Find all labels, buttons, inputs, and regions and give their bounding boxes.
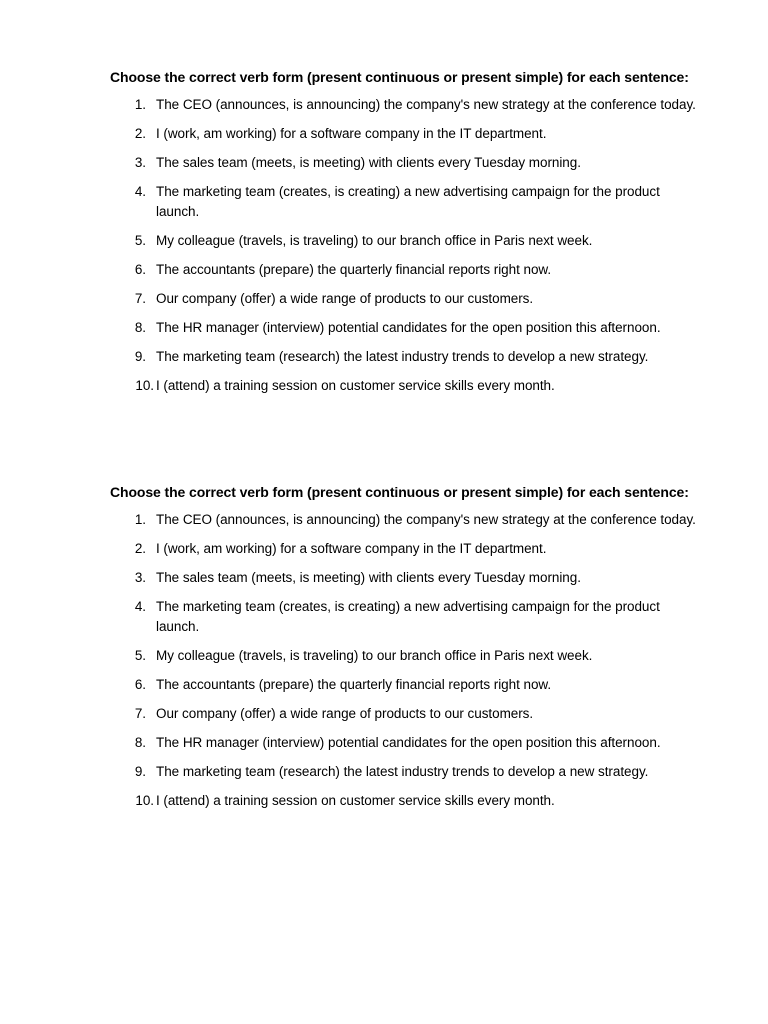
item-text: The CEO (announces, is announcing) the company's new strategy at the conference today. — [156, 97, 696, 112]
list-item — [110, 510, 701, 530]
item-number: 9. — [134, 763, 146, 779]
list-item — [110, 260, 701, 280]
item-number: 1. — [134, 97, 146, 112]
item-number: 4. — [134, 184, 146, 199]
item-number: 6. — [134, 676, 146, 692]
item-number: 9. — [134, 348, 146, 364]
list-item — [110, 646, 701, 666]
item-number: 10. — [135, 792, 154, 808]
list-item — [110, 318, 716, 338]
item-text: The marketing team (creates, is creating) a new advertising campaign for the product launch. — [156, 599, 660, 634]
item-number: 2. — [134, 541, 146, 556]
item-text: The sales team (meets, is meeting) with clients every Tuesday morning. — [156, 570, 581, 585]
item-text: I (work, am working) for a software company in the IT department. — [156, 541, 547, 556]
list-item — [110, 153, 701, 173]
exercise-section-2 — [110, 483, 710, 820]
item-text: The CEO (announces, is announcing) the company's new strategy at the conference today. — [156, 512, 696, 527]
list-item — [110, 347, 716, 367]
item-text: I (work, am working) for a software company in the IT department. — [156, 126, 547, 141]
list-item — [110, 791, 716, 811]
item-text: The accountants (prepare) the quarterly financial reports right now. — [156, 676, 552, 692]
item-number: 3. — [134, 570, 146, 585]
list-item — [110, 182, 701, 221]
list-item — [110, 675, 701, 695]
list-item — [110, 597, 701, 636]
list-item — [110, 124, 701, 144]
item-number: 3. — [134, 155, 146, 170]
exercise-list — [110, 95, 710, 395]
item-text: My colleague (travels, is traveling) to our branch office in Paris next week. — [156, 232, 593, 248]
list-item — [110, 539, 701, 559]
item-number: 2. — [134, 126, 146, 141]
item-number: 4. — [134, 599, 146, 614]
item-text: The marketing team (research) the latest industry trends to develop a new strategy. — [156, 763, 649, 779]
list-item — [110, 231, 701, 251]
exercise-heading: Choose the correct verb form (present continuous or present simple) for each sentence: — [110, 484, 689, 500]
item-text: I (attend) a training session on customer service skills every month. — [156, 792, 555, 808]
item-number: 1. — [134, 512, 146, 527]
item-text: My colleague (travels, is traveling) to our branch office in Paris next week. — [156, 647, 593, 663]
item-text: The HR manager (interview) potential candidates for the open position this afternoon. — [156, 319, 661, 335]
list-item — [110, 762, 716, 782]
item-text: The marketing team (creates, is creating) a new advertising campaign for the product launch. — [156, 184, 660, 219]
item-text: The HR manager (interview) potential candidates for the open position this afternoon. — [156, 734, 661, 750]
item-text: The sales team (meets, is meeting) with clients every Tuesday morning. — [156, 155, 581, 170]
item-text: The accountants (prepare) the quarterly financial reports right now. — [156, 261, 552, 277]
list-item — [110, 95, 701, 115]
item-text: The marketing team (research) the latest industry trends to develop a new strategy. — [156, 348, 649, 364]
exercise-list — [110, 510, 710, 810]
item-text: Our company (offer) a wide range of products to our customers. — [156, 290, 534, 306]
list-item — [110, 376, 716, 396]
item-number: 8. — [134, 734, 146, 750]
list-item — [110, 704, 701, 724]
item-text: Our company (offer) a wide range of products to our customers. — [156, 705, 534, 721]
exercise-section-1 — [110, 68, 710, 405]
item-number: 7. — [134, 705, 146, 721]
list-item — [110, 289, 701, 309]
item-number: 7. — [134, 290, 146, 306]
item-number: 10. — [135, 377, 154, 393]
list-item — [110, 733, 716, 753]
item-number: 5. — [134, 232, 146, 248]
exercise-heading: Choose the correct verb form (present continuous or present simple) for each sentence: — [110, 69, 689, 85]
item-number: 6. — [134, 261, 146, 277]
item-text: I (attend) a training session on customer service skills every month. — [156, 377, 555, 393]
list-item — [110, 568, 701, 588]
item-number: 5. — [134, 647, 146, 663]
item-number: 8. — [134, 319, 146, 335]
